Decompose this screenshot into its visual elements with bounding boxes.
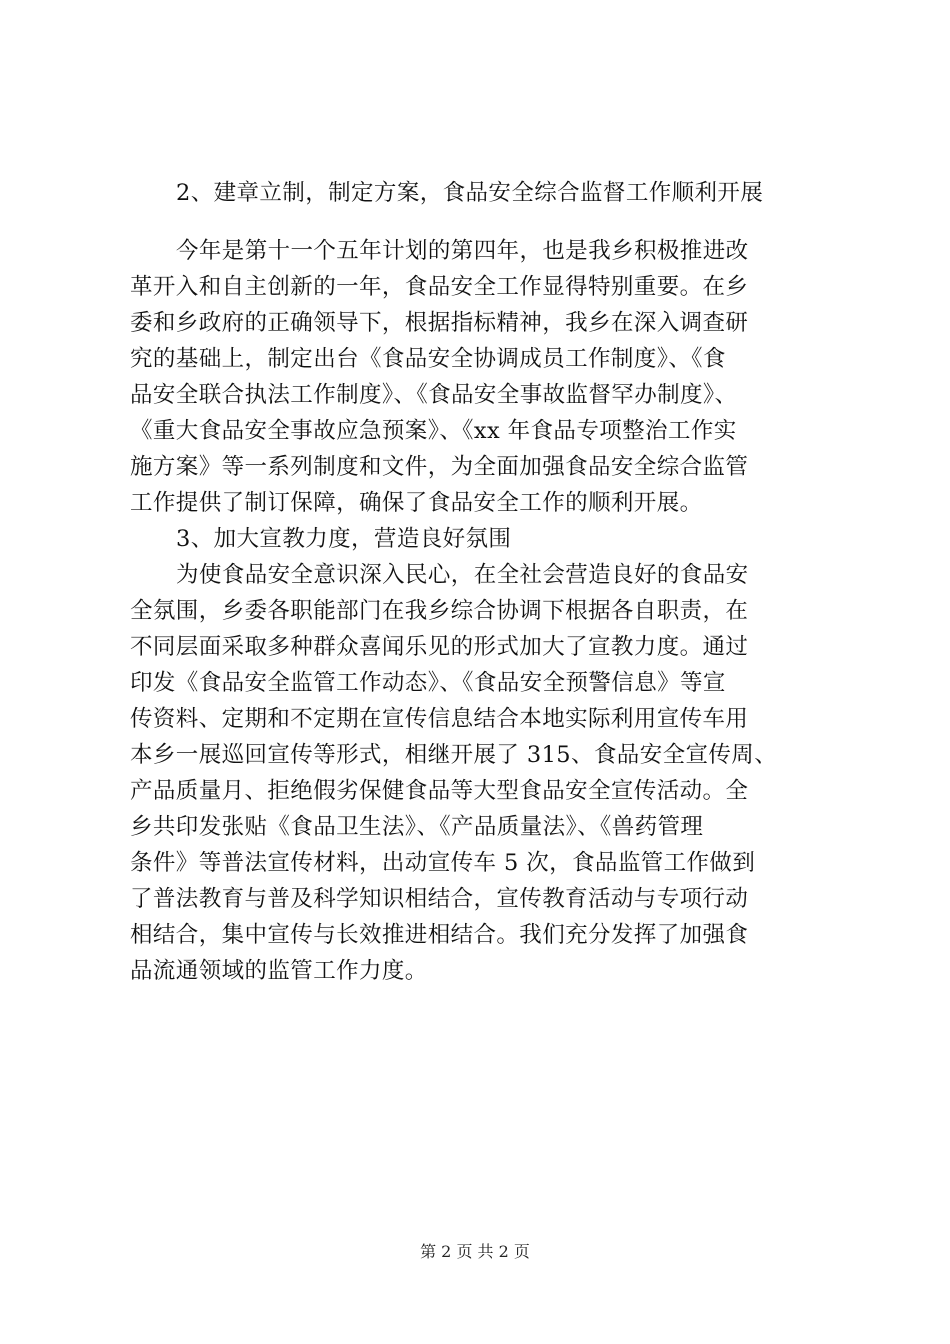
paragraph-line: 了普法教育与普及科学知识相结合，宣传教育活动与专项行动: [130, 886, 749, 912]
paragraph-line: 工作提供了制订保障，确保了食品安全工作的顺利开展。: [130, 490, 703, 516]
section-heading-3: 3、加大宣教力度，营造良好氛围: [176, 526, 512, 552]
page-number-footer: 第 2 页 共 2 页: [420, 1242, 530, 1261]
paragraph-line: 革开入和自主创新的一年，食品安全工作显得特别重要。在乡: [130, 274, 749, 300]
paragraph-line: 本乡一展巡回宣传等形式，相继开展了 315、食品安全宣传周、: [130, 742, 778, 768]
paragraph-line: 究的基础上，制定出台《食品安全协调成员工作制度》、《食: [130, 346, 726, 372]
paragraph-line: 《重大食品安全事故应急预案》、《xx 年食品专项整治工作实: [130, 418, 737, 444]
section-heading-2: 2、建章立制，制定方案，食品安全综合监督工作顺利开展: [176, 180, 764, 206]
paragraph-line: 品流通领域的监管工作力度。: [130, 958, 428, 984]
paragraph-line: 传资料、定期和不定期在宣传信息结合本地实际利用宣传车用: [130, 706, 749, 732]
paragraph-line: 今年是第十一个五年计划的第四年，也是我乡积极推进改: [176, 238, 749, 264]
paragraph-line: 印发《食品安全监管工作动态》、《食品安全预警信息》等宣: [130, 670, 726, 696]
paragraph-line: 品安全联合执法工作制度》、《食品安全事故监督罕办制度》、: [130, 382, 738, 408]
paragraph-line: 全氛围，乡委各职能部门在我乡综合协调下根据各自职责，在: [130, 598, 749, 624]
paragraph-line: 产品质量月、拒绝假劣保健食品等大型食品安全宣传活动。全: [130, 778, 749, 804]
paragraph-line: 乡共印发张贴《食品卫生法》、《产品质量法》、《兽药管理: [130, 814, 704, 840]
paragraph-line: 相结合，集中宣传与长效推进相结合。我们充分发挥了加强食: [130, 922, 749, 948]
paragraph-line: 委和乡政府的正确领导下，根据指标精神，我乡在深入调查研: [130, 310, 749, 336]
paragraph-line: 为使食品安全意识深入民心，在全社会营造良好的食品安: [176, 562, 749, 588]
paragraph-line: 不同层面采取多种群众喜闻乐见的形式加大了宣教力度。通过: [130, 634, 749, 660]
paragraph-line: 施方案》等一系列制度和文件，为全面加强食品安全综合监管: [130, 454, 749, 480]
paragraph-line: 条件》等普法宣传材料，出动宣传车 5 次，食品监管工作做到: [130, 850, 756, 876]
